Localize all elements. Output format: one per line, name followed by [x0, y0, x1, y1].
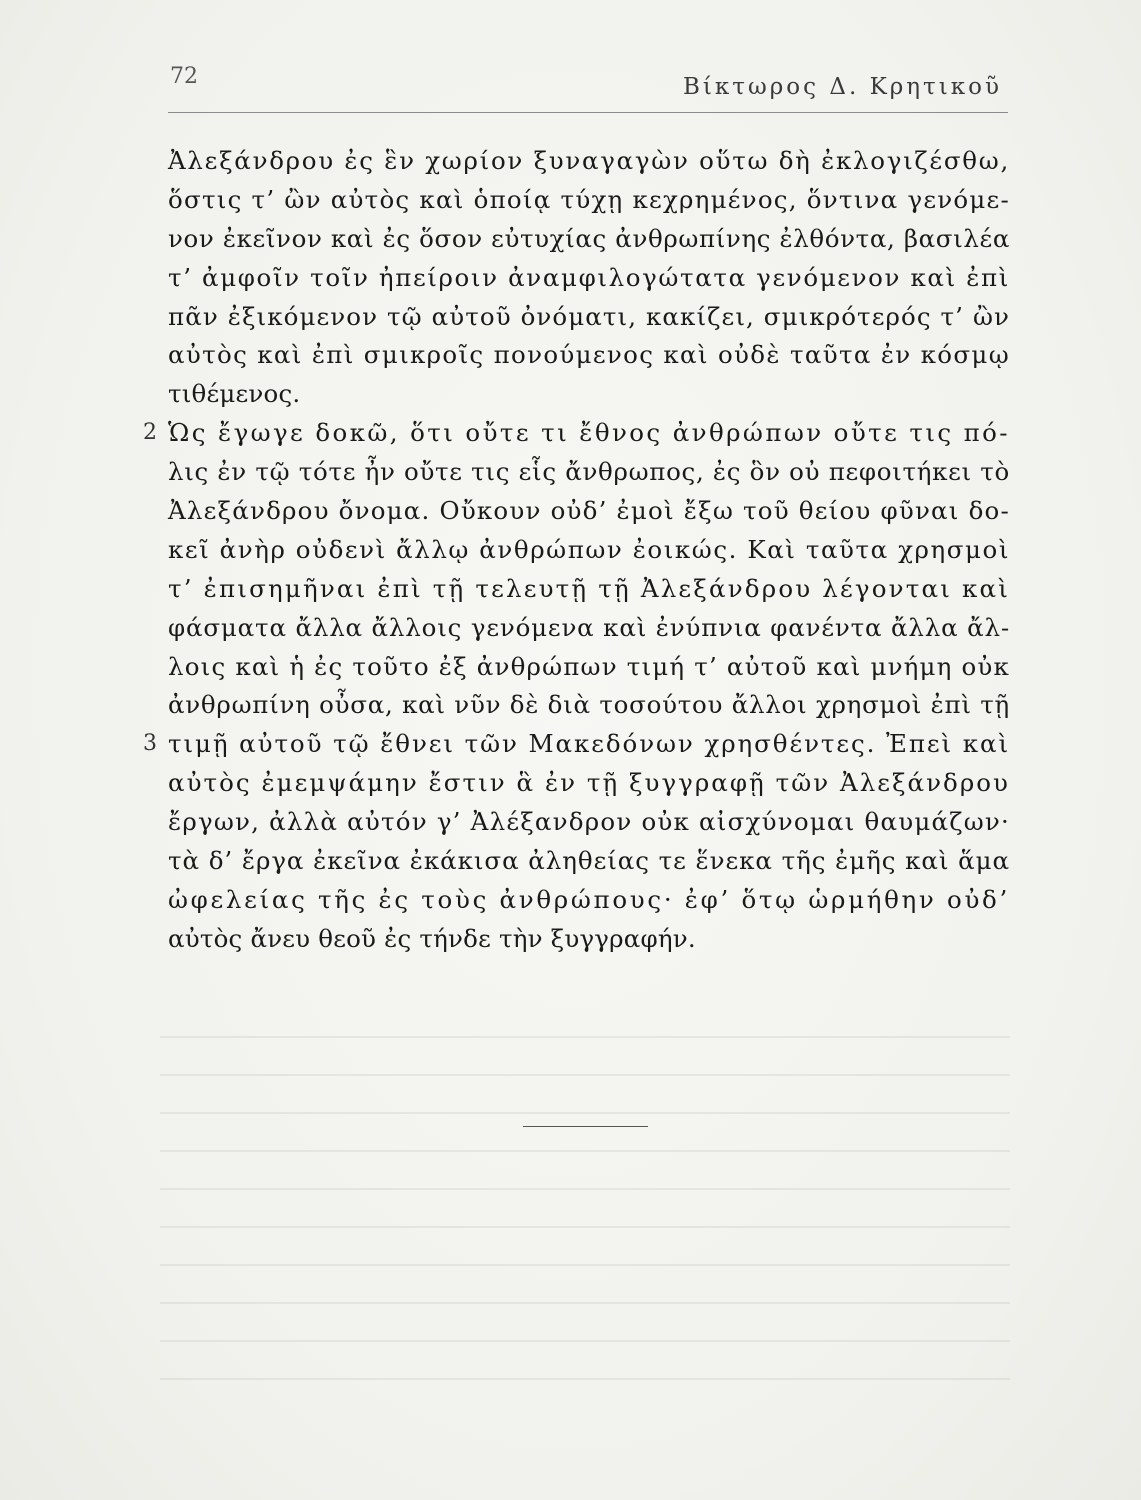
page-number: 72 — [170, 64, 198, 89]
line-text: αὐτὸς ἐμεμψάμην ἔστιν ἃ ἐν τῇ ξυγγραφῇ τῶν Ἀλεξάνδρου — [168, 768, 1010, 798]
section-number: 2 — [143, 420, 158, 446]
line-text: λις ἐν τῷ τότε ἦν οὔτε τις εἷς ἄνθρωπος, ἐς ὃν οὐ πεφοιτήκει τὸ — [168, 457, 1010, 487]
line-text: τ’ ἀμφοῖν τοῖν ἠπείροιν ἀναμφιλογώτατα γενόμενον καὶ ἐπὶ — [168, 262, 1010, 292]
line-text: ὅστις τ’ ὢν αὐτὸς καὶ ὁποίᾳ τύχῃ κεχρημένος, ὅντινα γενόμε- — [168, 184, 1010, 214]
line-text: λοις καὶ ἡ ἐς τοῦτο ἐξ ἀνθρώπων τιμή τ’ αὐτοῦ καὶ μνήμη οὐκ — [168, 651, 1010, 681]
line-text: τιθέμενος. — [168, 379, 301, 409]
text-line — [168, 298, 1038, 337]
text-line — [168, 336, 1038, 375]
line-text: αὐτὸς καὶ ἐπὶ σμικροῖς πονούμενος καὶ οὐδὲ ταῦτα ἐν κόσμῳ — [168, 340, 1010, 370]
line-text: Ὡς ἔγωγε δοκῶ, ὅτι οὔτε τι ἔθνος ἀνθρώπων οὔτε τις πό- — [168, 418, 1010, 448]
text-line — [168, 609, 1038, 648]
text-line — [168, 220, 1038, 259]
running-head: Βίκτωρος Δ. Κρητικοῦ — [683, 74, 1002, 100]
text-line — [143, 414, 1038, 453]
text-line — [168, 920, 1038, 959]
line-text: κεῖ ἀνὴρ οὐδενὶ ἄλλῳ ἀνθρώπων ἐοικώς. Καὶ ταῦτα χρησμοὶ — [168, 534, 1010, 564]
text-line — [168, 570, 1038, 609]
text-line — [168, 453, 1038, 492]
text-line — [168, 764, 1038, 803]
line-text: τὰ δ’ ἔργα ἐκεῖνα ἐκάκισα ἀληθείας τε ἕνεκα τῆς ἐμῆς καὶ ἅμα — [168, 846, 1010, 876]
line-text: φάσματα ἄλλα ἄλλοις γενόμενα καὶ ἐνύπνια φανέντα ἄλλα ἄλ- — [168, 612, 1010, 642]
line-text: πᾶν ἐξικόμενον τῷ αὐτοῦ ὀνόματι, κακίζει, σμικρότερός τ’ ὢν — [168, 301, 1010, 331]
text-line — [168, 181, 1038, 220]
section-number: 3 — [143, 731, 158, 757]
text-line — [168, 648, 1038, 687]
text-line — [168, 259, 1038, 298]
text-line — [168, 531, 1038, 570]
text-line — [168, 492, 1038, 531]
text-line — [168, 686, 1038, 725]
line-text: ἔργων, ἀλλὰ αὐτόν γ’ Ἀλέξανδρον οὐκ αἰσχύνομαι θαυμάζων· — [168, 807, 1010, 837]
line-text: Ἀλεξάνδρου ὄνομα. Οὔκουν οὐδ’ ἐμοὶ ἔξω τοῦ θείου φῦναι δο- — [168, 496, 1010, 526]
text-line — [168, 842, 1038, 881]
text-line — [168, 881, 1038, 920]
text-line — [168, 803, 1038, 842]
line-text: Ἀλεξάνδρου ἐς ἓν χωρίον ξυναγαγὼν οὕτω δὴ ἐκλογιζέσθω, — [168, 146, 1010, 175]
line-text: αὐτὸς ἄνευ θεοῦ ἐς τήνδε τὴν ξυγγραφήν. — [168, 923, 696, 953]
text-line — [168, 375, 1038, 414]
show-through-texture — [160, 1010, 1010, 1380]
main-text — [143, 142, 1038, 959]
line-text: ὠφελείας τῆς ἐς τοὺς ἀνθρώπους· ἐφ’ ὅτῳ ὡρμήθην οὐδ’ — [168, 884, 1010, 914]
line-text: τιμῇ αὐτοῦ τῷ ἔθνει τῶν Μακεδόνων χρησθέντες. Ἐπεὶ καὶ — [168, 729, 1010, 759]
page-header — [168, 60, 1008, 113]
line-text: ἀνθρωπίνη οὖσα, καὶ νῦν δὲ διὰ τοσούτου ἄλλοι χρησμοὶ ἐπὶ τῇ — [168, 690, 1010, 720]
text-line — [168, 142, 1038, 181]
line-text: τ’ ἐπισημῆναι ἐπὶ τῇ τελευτῇ τῇ Ἀλεξάνδρου λέγονται καὶ — [168, 573, 1010, 603]
line-text: νον ἐκεῖνον καὶ ἐς ὅσον εὐτυχίας ἀνθρωπίνης ἐλθόντα, βασιλέα — [168, 223, 1010, 253]
closing-rule — [523, 1126, 648, 1127]
text-line — [143, 725, 1038, 764]
